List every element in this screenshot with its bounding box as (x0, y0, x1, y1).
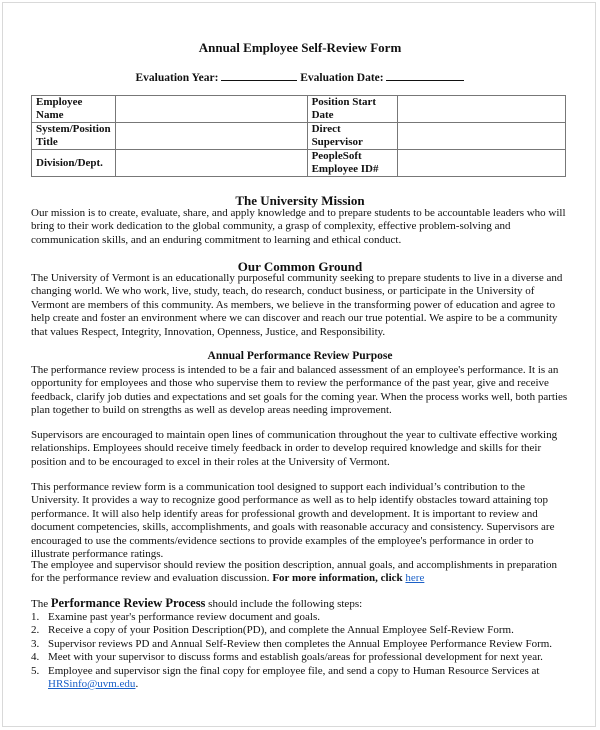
hr-email-link[interactable]: HRSinfo@uvm.edu (48, 678, 136, 691)
evaluation-line (0, 70, 600, 84)
process-intro (31, 597, 571, 611)
position-title-field[interactable] (115, 123, 307, 150)
more-info-link[interactable]: here (405, 572, 425, 585)
table-row (32, 150, 566, 177)
employee-id-field[interactable] (397, 150, 565, 177)
more-info-label: For more information, click (272, 572, 403, 585)
purpose-heading: Annual Performance Review Purpose (207, 350, 393, 362)
evaluation-year-field[interactable] (221, 70, 297, 81)
employee-name-label: Employee Name (32, 96, 116, 123)
evaluation-year-label: Evaluation Year: (135, 72, 219, 84)
employee-name-field[interactable] (115, 96, 307, 123)
mission-body: Our mission is to create, evaluate, share, and apply knowledge and to prepare students to be accountable leaders who will bring to their work dedication to the global community, a grasp of complexity, effective problem-solving and communication skills, and an enduring commitment to learning and ethical conduct. (31, 207, 566, 246)
position-start-date-field[interactable] (397, 96, 565, 123)
table-row (32, 96, 566, 123)
list-item: 2. Receive a copy of your Position Description(PD), and complete the Annual Employee Self-Review Form. (31, 624, 514, 637)
process-steps-list (31, 611, 576, 691)
list-item: 5. Employee and supervisor sign the final copy for employee file, and send a copy to Human Resource Services at HRSinfo@uvm.edu. (31, 664, 540, 691)
division-field[interactable] (115, 150, 307, 177)
evaluation-date-field[interactable] (386, 70, 464, 81)
position-title-label: System/Position Title (32, 123, 116, 150)
list-item: 3. Supervisor reviews PD and Annual Self-Review then completes the Annual Employee Performance Review Form. (31, 637, 553, 650)
table-row (32, 123, 566, 150)
process-intro-suffix: should include the following steps: (208, 598, 363, 610)
process-intro-bold: Performance Review Process (50, 596, 206, 610)
direct-supervisor-label: Direct Supervisor (307, 123, 397, 150)
common-ground-heading: Our Common Ground (237, 259, 363, 274)
purpose-paragraph-3: This performance review form is a communication tool designed to support each individual’s contribution to the University. It provides a way to recognize good performance as well as to help identify obstacles toward attaining top performance. It will also help identify areas for professional growth and development. It is important to review and document competencies, skills, accomplishments, and goals with reasonable accuracy and consistency. Supervisors are encouraged to use the comments/evidence sections to provide examples of the employee's performance in order to illustrate performance ratings. (31, 481, 555, 561)
division-label: Division/Dept. (32, 150, 116, 177)
form-title: Annual Employee Self-Review Form (198, 40, 402, 55)
mission-heading: The University Mission (235, 193, 365, 208)
purpose-paragraph-4-text: The employee and supervisor should review the position description, annual goals, and accomplishments in preparation for the performance review and evaluation discussion. (31, 559, 558, 585)
purpose-paragraph-1: The performance review process is intended to be a fair and balanced assessment of an employee's performance. It is an opportunity for employees and those who supervise them to review the performance of the past year, give and receive feedback, clarify job duties and expectations and set goals for the coming year. When the process works well, both parties plan together to build on strengths as well as develop areas needing improvement. (31, 364, 568, 417)
list-item: 4. Meet with your supervisor to discuss forms and establish goals/areas for professional development for next year. (31, 651, 543, 664)
employee-id-label: PeopleSoft Employee ID# (307, 150, 397, 177)
position-start-date-label: Position Start Date (307, 96, 397, 123)
purpose-paragraph-4 (31, 559, 571, 586)
process-intro-prefix: The (31, 598, 49, 610)
direct-supervisor-field[interactable] (397, 123, 565, 150)
evaluation-date-label: Evaluation Date: (300, 72, 384, 84)
common-ground-body: The University of Vermont is an educationally purposeful community seeking to prepare students to live in a diverse and changing world. We who work, live, study, teach, do research, conduct business, or participate in the University of Vermont are members of this community. As members, we believe in the transforming power of education and agree to help create and foster an environment where we can discover and reach our true potential. We aspire to be a community that values Respect, Integrity, Innovation, Openness, Justice, and Responsibility. (31, 272, 563, 338)
list-item: 1. Examine past year's performance review document and goals. (31, 611, 320, 623)
employee-info-table (31, 95, 566, 177)
purpose-paragraph-2: Supervisors are encouraged to maintain open lines of communication throughout the year to cultivate effective working relationships. Employees should receive timely feedback in order to develop required knowledge and skills for their position and to be encouraged to excel in their roles at the University of Vermont. (31, 429, 558, 468)
